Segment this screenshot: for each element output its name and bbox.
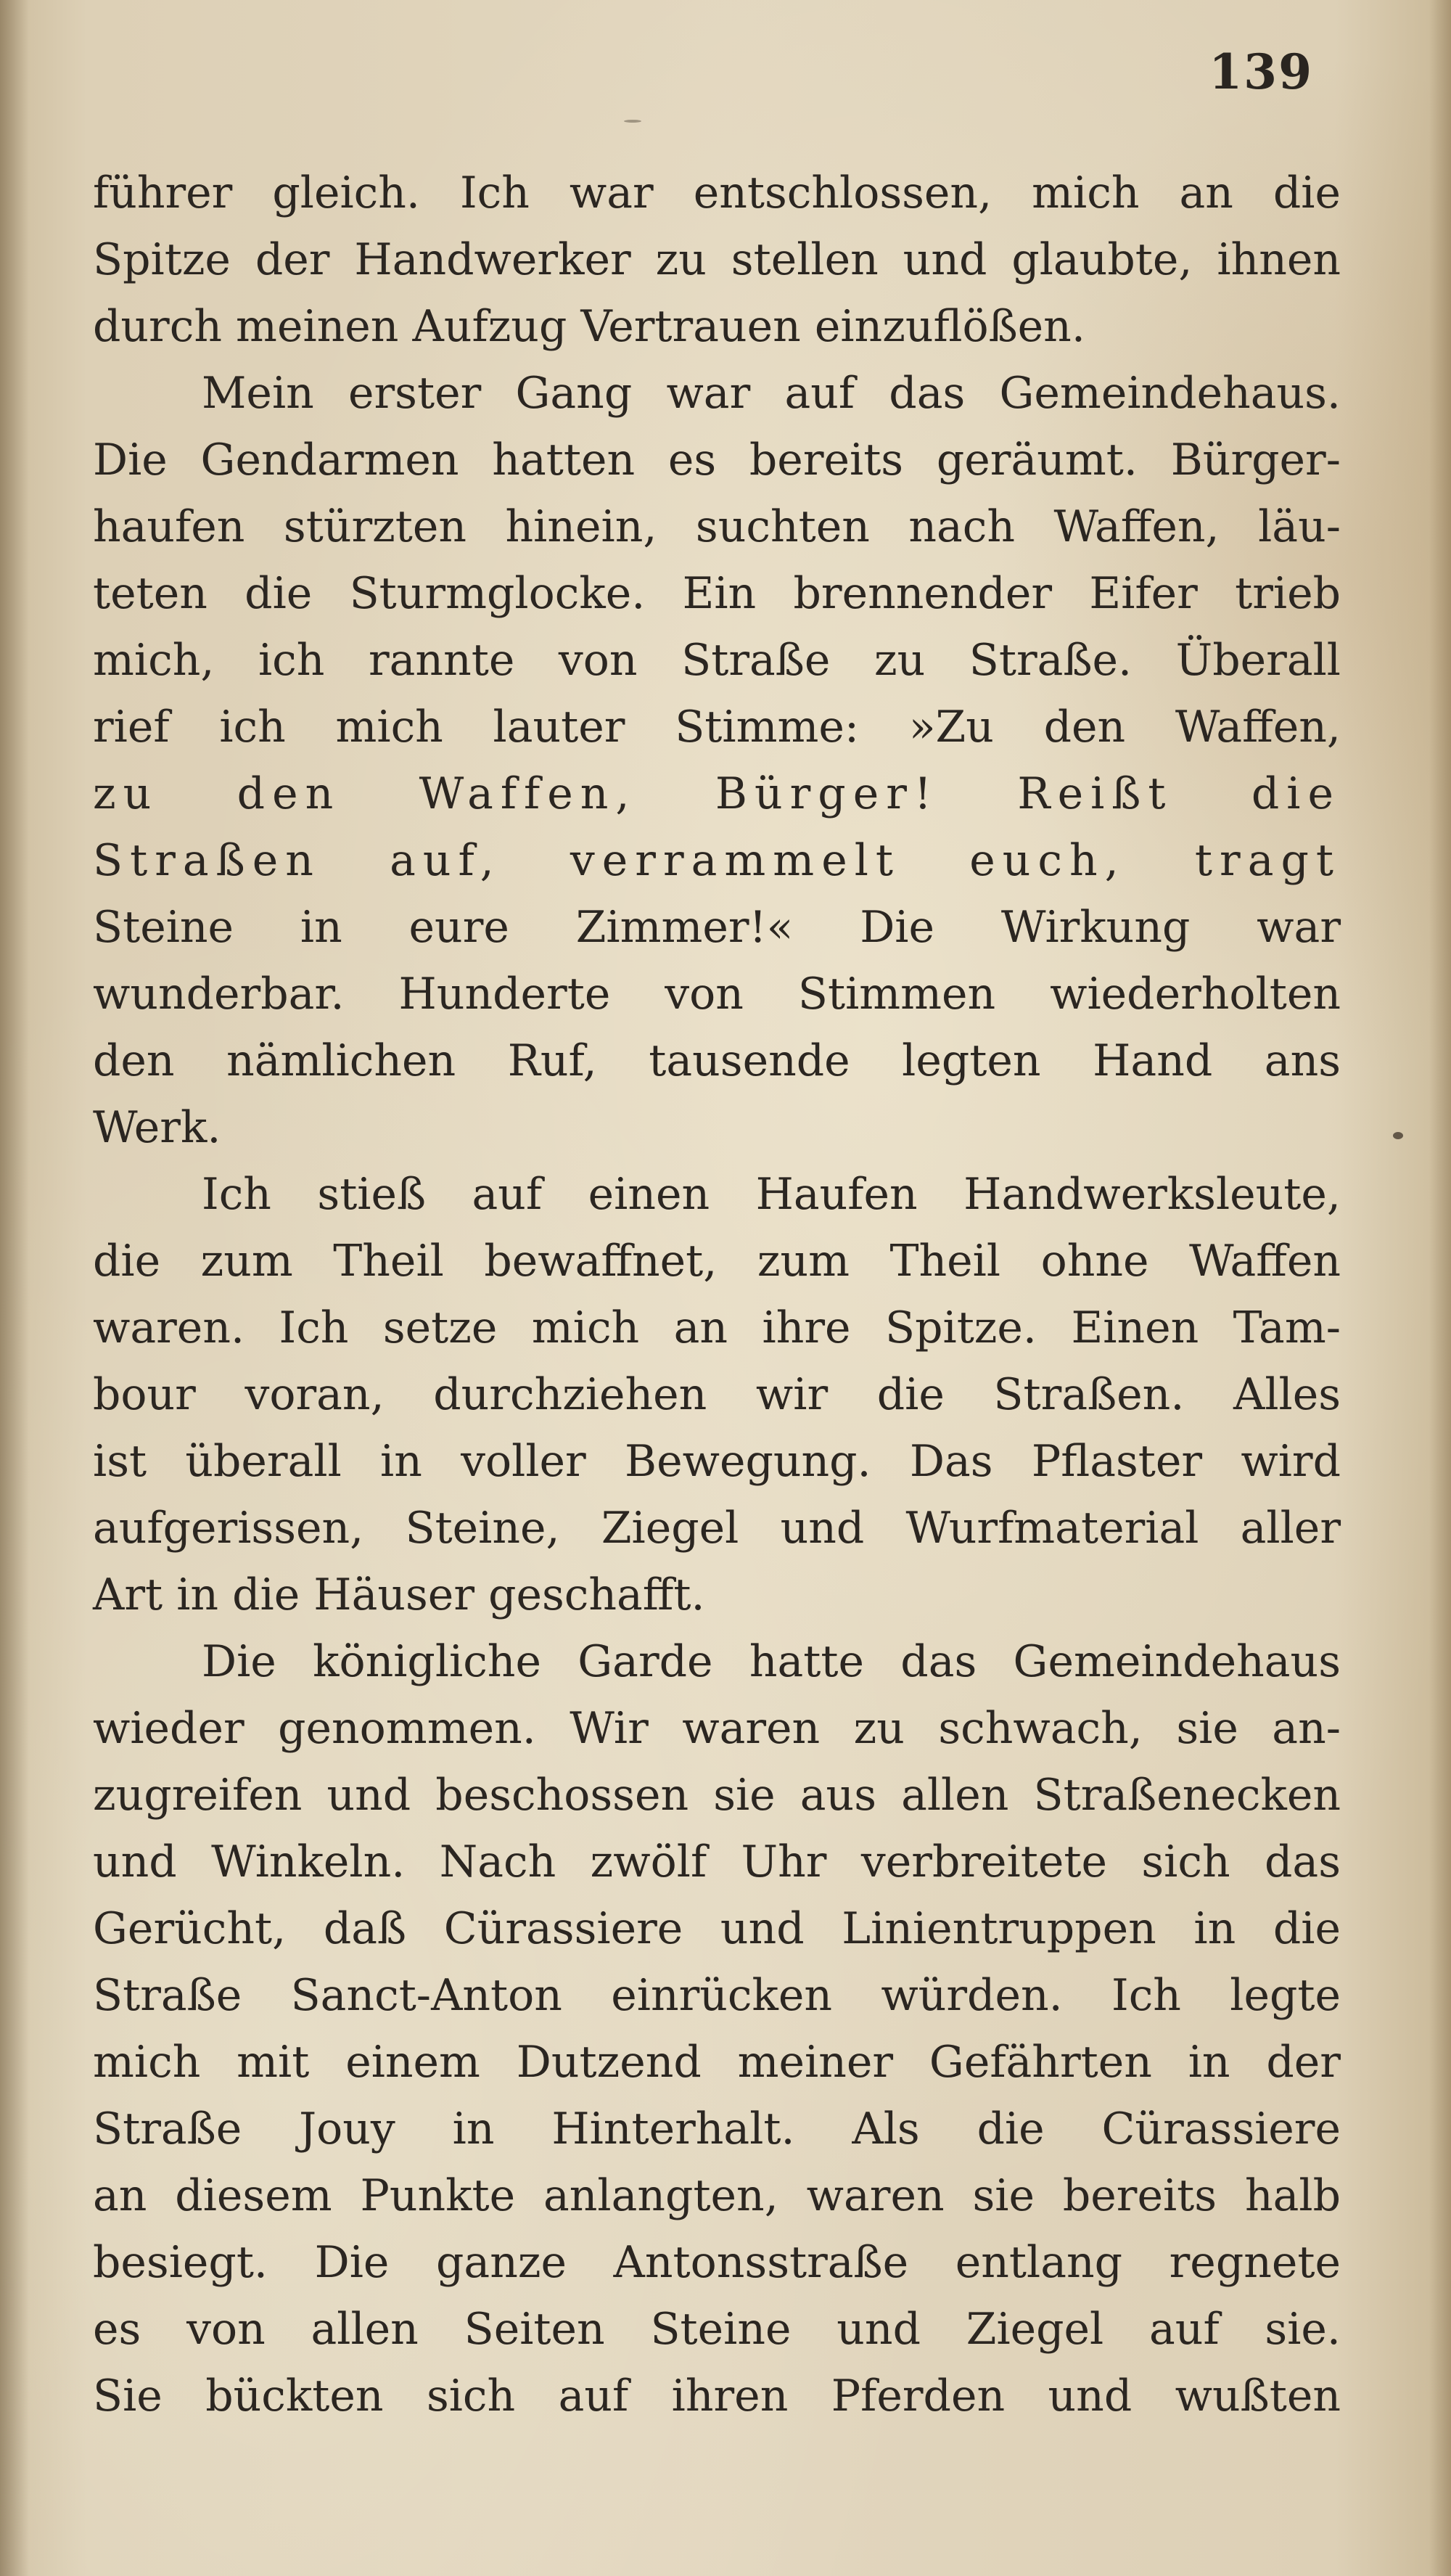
- text-line: ist überall in voller Bewegung. Das Pflaster wird: [93, 1436, 1341, 1487]
- text-line: wieder genommen. Wir waren zu schwach, sie an-: [93, 1703, 1341, 1754]
- text-line: Sie bückten sich auf ihren Pferden und wußten: [93, 2371, 1341, 2421]
- gutter-shadow: [0, 0, 29, 2576]
- text-line: mich, ich rannte von Straße zu Straße. Überall: [93, 635, 1341, 686]
- page-number: 139: [1209, 44, 1313, 100]
- text-line: Die Gendarmen hatten es bereits geräumt. Bürger-: [93, 435, 1341, 485]
- text-line: Straße Sanct-Anton einrücken würden. Ich legte: [93, 1970, 1341, 2021]
- text-line: waren. Ich setze mich an ihre Spitze. Einen Tam-: [93, 1303, 1341, 1353]
- text-line: rief ich mich lauter Stimme: »Zu den Waffen,: [93, 702, 1341, 752]
- text-line: Werk.: [93, 1102, 221, 1153]
- text-line: Ich stieß auf einen Haufen Handwerksleute,: [202, 1169, 1341, 1220]
- ink-speck: [624, 120, 641, 123]
- text-line: es von allen Seiten Steine und Ziegel auf sie.: [93, 2304, 1341, 2355]
- page-edge: [1429, 0, 1451, 2576]
- text-line: teten die Sturmglocke. Ein brennender Eifer trieb: [93, 568, 1341, 619]
- text-line: Gerücht, daß Cürassiere und Linientruppen in die: [93, 1903, 1341, 1954]
- text-line: zugreifen und beschossen sie aus allen Straßenecken: [93, 1770, 1341, 1821]
- text-line: haufen stürzten hinein, suchten nach Waffen, läu-: [93, 501, 1341, 552]
- text-line: Mein erster Gang war auf das Gemeindehaus.: [202, 368, 1341, 419]
- text-line: Die königliche Garde hatte das Gemeindehaus: [202, 1636, 1341, 1687]
- text-line: besiegt. Die ganze Antonsstraße entlang regnete: [93, 2237, 1341, 2288]
- text-line: zu den Waffen, Bürger! Reißt die: [93, 768, 1341, 819]
- text-line: mich mit einem Dutzend meiner Gefährten in der: [93, 2037, 1341, 2088]
- text-line: führer gleich. Ich war entschlossen, mich an die: [93, 168, 1341, 218]
- text-line: durch meinen Aufzug Vertrauen einzuflößen.: [93, 301, 1085, 352]
- body-text: [93, 160, 1341, 2429]
- text-line: Straßen auf, verrammelt euch, tragt: [93, 835, 1341, 886]
- text-line: die zum Theil bewaffnet, zum Theil ohne Waffen: [93, 1236, 1341, 1287]
- text-line: Steine in eure Zimmer!« Die Wirkung war: [93, 902, 1341, 953]
- text-line: Art in die Häuser geschafft.: [93, 1570, 705, 1620]
- ink-speck: [1393, 1132, 1403, 1139]
- text-line: aufgerissen, Steine, Ziegel und Wurfmaterial aller: [93, 1503, 1341, 1554]
- text-line: an diesem Punkte anlangten, waren sie bereits halb: [93, 2170, 1341, 2221]
- text-line: wunderbar. Hunderte von Stimmen wiederholten: [93, 969, 1341, 1020]
- text-line: Spitze der Handwerker zu stellen und glaubte, ihnen: [93, 234, 1341, 285]
- text-line: und Winkeln. Nach zwölf Uhr verbreitete sich das: [93, 1837, 1341, 1887]
- text-line: den nämlichen Ruf, tausende legten Hand ans: [93, 1035, 1341, 1086]
- text-line: Straße Jouy in Hinterhalt. Als die Cürassiere: [93, 2104, 1341, 2154]
- text-line: bour voran, durchziehen wir die Straßen. Alles: [93, 1369, 1341, 1420]
